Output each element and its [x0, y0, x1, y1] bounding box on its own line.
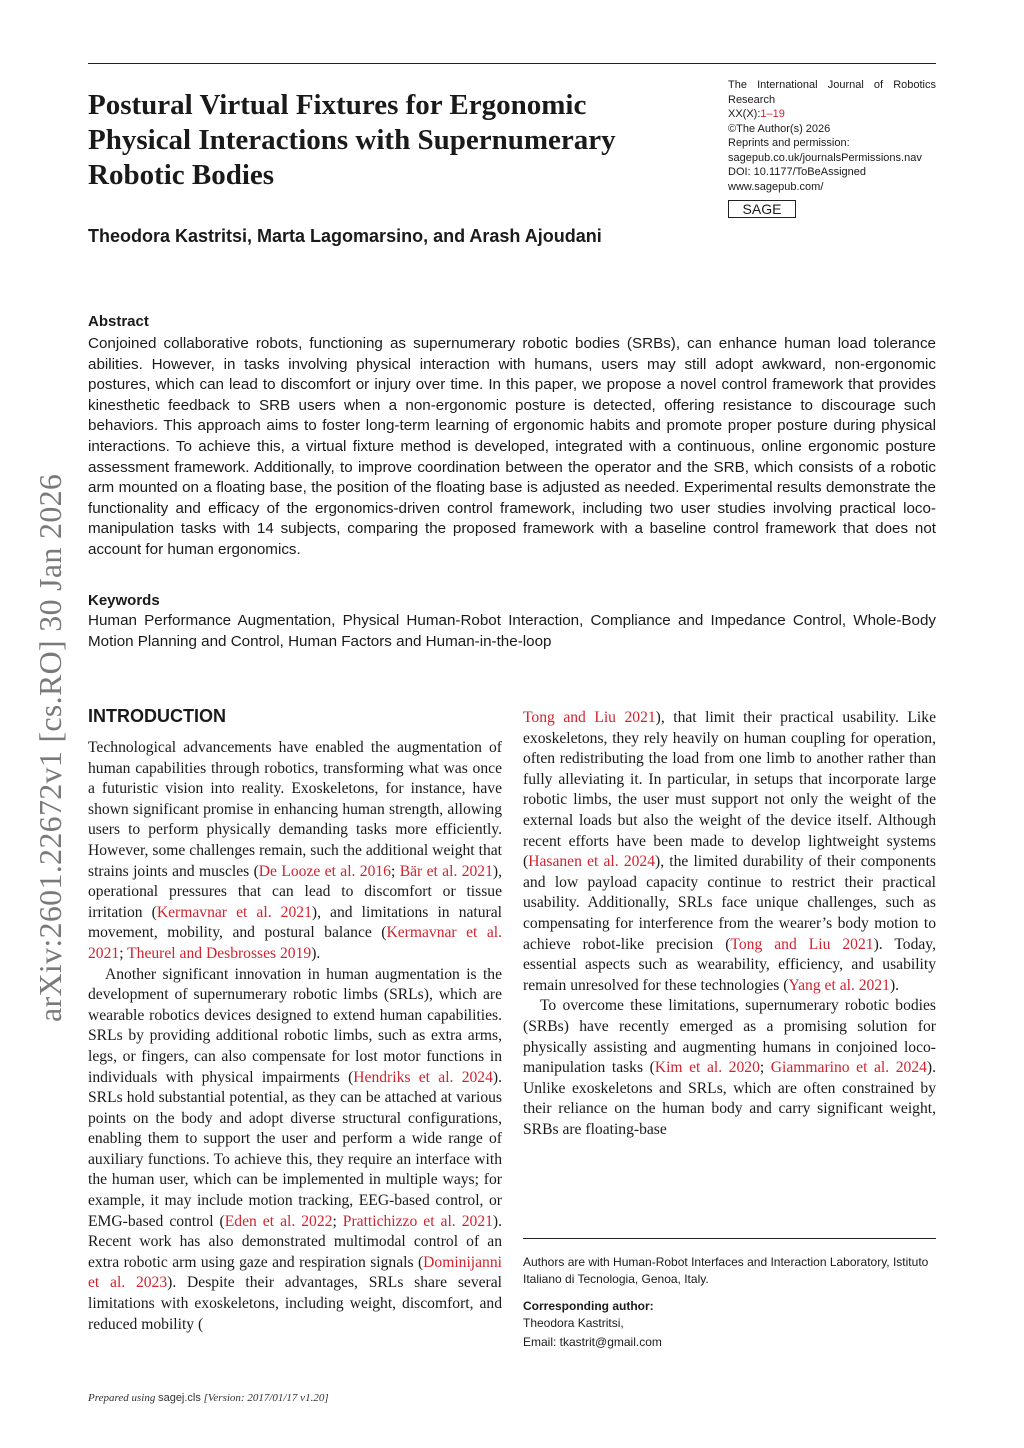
affiliation: Authors are with Human-Robot Interfaces and Interaction Laboratory, Istituto Italiano di Tecnologia, Genoa, Italy.: [523, 1255, 929, 1286]
citation-link[interactable]: Tong and Liu 2021: [730, 935, 874, 953]
citation-link[interactable]: Eden et al. 2022: [224, 1212, 333, 1230]
citation-link[interactable]: Prattichizzo et al. 2021: [342, 1212, 493, 1230]
column-right: [523, 708, 936, 1140]
prepared-using: Prepared using sagej.cls [Version: 2017/01/17 v1.20]: [88, 1392, 329, 1404]
author-list: Theodora Kastritsi, Marta Lagomarsino, and Arash Ajoudani: [88, 226, 602, 246]
intro-paragraph-1: Technological advancements have enabled the augmentation of human capabilities through robotics, transforming what was once a futuristic vision into reality. Exoskeletons, for instance, have shown significant promise in enhancing human strength, allowing users to perform physically demanding tasks more efficiently. However, some challenges remain, such the additional weight that strains joints and muscles (De Looze et al. 2016; Bär et al. 2021), operational pressures that can lead to discomfort or tissue irritation (Kermavnar et al. 2021), and limitations in natural movement, mobility, and postural balance (Kermavnar et al. 2021; Theurel and Desbrosses 2019).: [88, 739, 502, 962]
column-left: [88, 738, 502, 1335]
introduction-heading: INTRODUCTION: [88, 706, 226, 726]
citation-link[interactable]: Hasanen et al. 2024: [528, 853, 656, 871]
citation-link[interactable]: Theurel and Desbrosses 2019: [127, 944, 312, 962]
journal-volume: XX(X):1–19: [728, 108, 785, 120]
citation-link[interactable]: Kim et al. 2020: [654, 1059, 760, 1077]
page-range-link[interactable]: 1–19: [760, 108, 785, 120]
journal-info: [728, 78, 936, 194]
citation-link[interactable]: De Looze et al. 2016: [258, 862, 391, 880]
journal-name-cont: Research: [728, 93, 776, 106]
corresponding-email: Email: tkastrit@gmail.com: [523, 1335, 662, 1349]
journal-name: The International Journal of Robotics: [728, 79, 936, 91]
intro-paragraph-2-cont: Tong and Liu 2021), that limit their practical usability. Like exoskeletons, they rely heavily on human coupling for operation, often redistributing the load from one limb to another rather than fully alleviating it. In particular, in setups that incorporate large robotic limbs, the user must support not only the weight of the external loads but also the weight of the device itself. Although recent efforts have been made to develop lightweight systems (Hasanen et al. 2024), the limited durability of their components and low payload capacity continue to restrict their practical usability. Additionally, SRLs face unique challenges, such as compensating for interference from the wearer’s body motion to achieve robot-like precision (Tong and Liu 2021). Today, essential aspects such as wearability, efficiency, and usability remain unresolved for these technologies (Yang et al. 2021).: [523, 709, 936, 994]
citation-link[interactable]: Kermavnar et al. 2021: [156, 903, 312, 921]
intro-paragraph-3: To overcome these limitations, supernumerary robotic bodies (SRBs) have recently emerged as a promising solution for physically assisting and augmenting humans in conjoined loco-manipulation tasks (Kim et al. 2020; Giammarino et al. 2024). Unlike exoskeletons and SRLs, which are often constrained by their reliance on the human body and carry significant weight, SRBs are floating-base: [523, 997, 937, 1138]
paper-title: Postural Virtual Fixtures for Ergonomic Physical Interactions with Supernumerary Robotic Bodies: [88, 89, 616, 191]
corresponding-label: Corresponding author:: [523, 1299, 654, 1313]
top-rule: [88, 63, 936, 64]
citation-link[interactable]: Tong and Liu 2021: [523, 709, 656, 726]
copyright: ©The Author(s) 2026: [728, 122, 831, 135]
sage-logo: SAGE: [728, 200, 796, 218]
citation-link[interactable]: Dominijanni et al. 2023: [88, 1253, 502, 1292]
corresponding-name: Theodora Kastritsi,: [523, 1316, 624, 1330]
permissions-url: sagepub.co.uk/journalsPermissions.nav: [728, 151, 922, 164]
abstract-text: Conjoined collaborative robots, functioning as supernumerary robotic bodies (SRBs), can enhance human load tolerance abilities. However, in tasks involving physical interaction with humans, users may still adopt awkward, non-ergonomic postures, which can lead to discomfort or injury over time. In this paper, we propose a novel control framework that provides kinesthetic feedback to SRB users when a non-ergonomic posture is detected, offering resistance to discourage such behaviors. This approach aims to foster long-term learning of ergonomic habits and promote proper posture during physical interactions. To achieve this, a virtual fixture method is developed, integrated with a continuous, online ergonomic posture assessment framework. Additionally, to improve coordination between the operator and the SRB, which consists of a robotic arm mounted on a floating base, the position of the floating base is adjusted as needed. Experimental results demonstrate the functionality and efficacy of the ergonomics-driven control framework, including two user studies involving practical loco-manipulation tasks with 14 subjects, comparing the proposed framework with a baseline control framework that does not account for human ergonomics.: [88, 335, 936, 558]
keywords-heading: Keywords: [88, 592, 160, 609]
website: www.sagepub.com/: [728, 180, 824, 193]
footnote-rule: [523, 1238, 936, 1239]
doi: DOI: 10.1177/ToBeAssigned: [728, 166, 866, 178]
citation-link[interactable]: Hendriks et al. 2024: [353, 1068, 493, 1086]
reprints-label: Reprints and permission:: [728, 137, 850, 149]
keywords-text: Human Performance Augmentation, Physical Human-Robot Interaction, Compliance and Impedance Control, Whole-Body Motion Planning and Control, Human Factors and Human-in-the-loop: [88, 612, 936, 650]
intro-paragraph-2: Another significant innovation in human augmentation is the development of supernumerary robotic limbs (SRLs), which are wearable robotics devices designed to extend human capabilities. SRLs by providing additional robotic limbs, such as extra arms, legs, or fingers, can also compensate for lost motor functions in individuals with physical impairments (Hendriks et al. 2024). SRLs hold substantial potential, as they can be attached at various points on the body and adopt diverse structural configurations, enabling them to support the user and perform a wide range of auxiliary functions. To achieve this, they require an interface with the human user, which can be implemented in multiple ways; for example, it may include motion tracking, EEG-based control, or EMG-based control (Eden et al. 2022; Prattichizzo et al. 2021). Recent work has also demonstrated multimodal control of an extra robotic arm using gaze and respiration signals (Dominijanni et al. 2023). Despite their advantages, SRLs share several limitations with exoskeletons, including weight, discomfort, and reduced mobility (: [88, 965, 503, 1333]
citation-link[interactable]: Kermavnar et al. 2021: [88, 924, 502, 962]
arxiv-stamp: arXiv:2601.22672v1 [cs.RO] 30 Jan 2026: [32, 473, 68, 1022]
citation-link[interactable]: Giammarino et al. 2024: [770, 1059, 927, 1077]
footnote: [523, 1254, 936, 1351]
citation-link[interactable]: Yang et al. 2021: [788, 976, 890, 994]
citation-link[interactable]: Bär et al. 2021: [399, 862, 493, 880]
abstract-heading: Abstract: [88, 313, 149, 330]
